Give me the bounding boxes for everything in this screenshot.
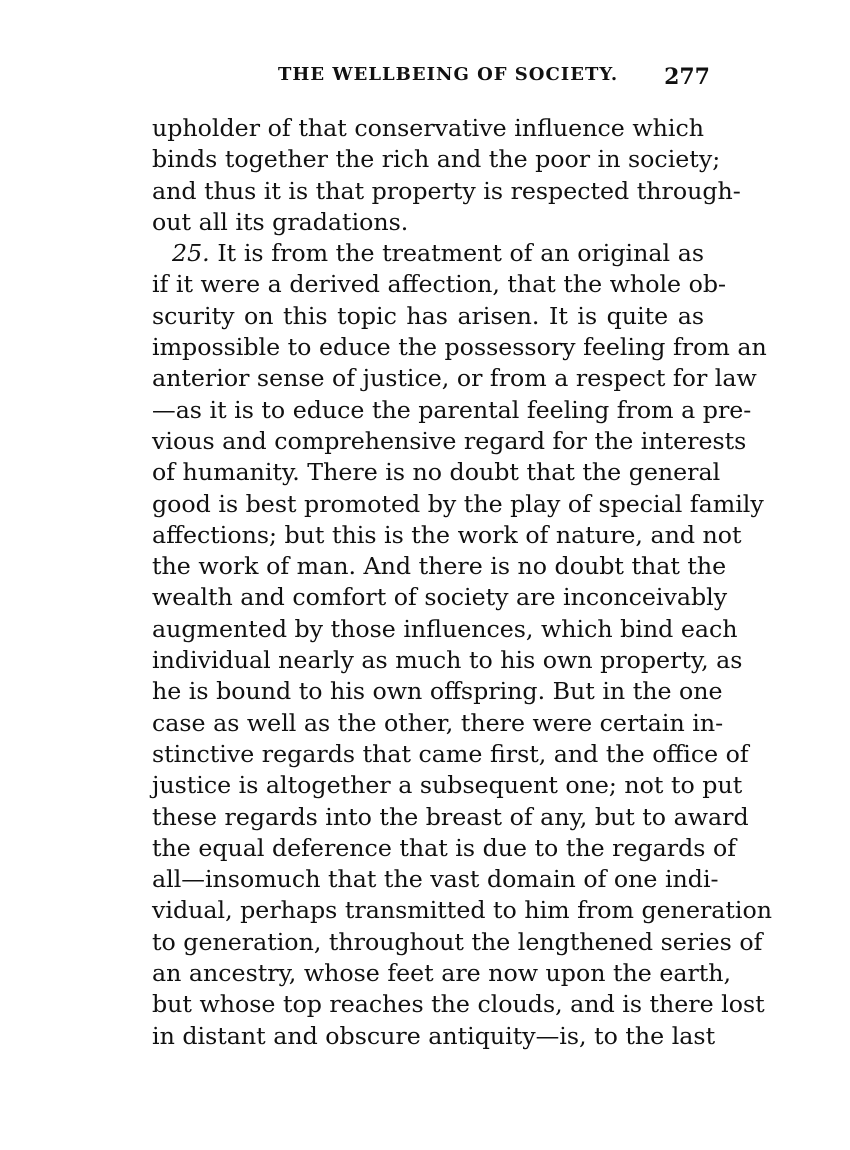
text-line: upholder of that conservative influence which [152, 114, 704, 142]
text-line: an ancestry, whose feet are now upon the earth, [152, 959, 732, 988]
text-line: vious and comprehensive regard for the interests [152, 426, 747, 455]
text-line: all—insomuch that the vast domain of one indi- [152, 865, 719, 894]
running-head [150, 64, 710, 94]
page-number: 277 [664, 64, 710, 90]
text-line: It is from the treatment of an original as [217, 239, 705, 268]
text-line: augmented by those influences, which bind each [152, 614, 738, 643]
section-number: 25. [172, 239, 210, 268]
text-line: he is bound to his own offspring. But in the one [152, 677, 723, 706]
text-line: wealth and comfort of society are inconceivably [152, 583, 728, 612]
text-line: out all its gradations. [152, 207, 409, 236]
text-line: the work of man. And there is no doubt that the [152, 552, 727, 581]
text-line: vidual, perhaps transmitted to him from generation [152, 896, 773, 925]
text-line: the equal deference that is due to the regards of [152, 833, 736, 862]
text-line: of humanity. There is no doubt that the general [152, 458, 721, 487]
text-line: stinctive regards that came first, and the office of [152, 739, 749, 768]
text-line: to generation, throughout the lengthened series of [152, 927, 763, 956]
text-line: but whose top reaches the clouds, and is there lost [152, 990, 765, 1019]
text-line: good is best promoted by the play of special family [152, 489, 764, 518]
text-line: impossible to educe the possessory feeling from an [152, 333, 767, 362]
text-line: individual nearly as much to his own property, as [152, 646, 743, 675]
text-line: justice is altogether a subsequent one; not to put [152, 771, 743, 800]
text-line: scurity on this topic has arisen. It is quite as [152, 301, 704, 330]
body-text [152, 113, 773, 1052]
text-line: if it were a derived affection, that the whole ob- [152, 270, 727, 299]
text-line: these regards into the breast of any, but to award [152, 802, 749, 831]
text-line: and thus it is that property is respected through- [152, 176, 741, 205]
text-line: affections; but this is the work of nature, and not [152, 520, 742, 549]
text-line: binds together the rich and the poor in society; [152, 145, 721, 174]
text-line: in distant and obscure antiquity—is, to the last [152, 1021, 716, 1050]
running-title: THE WELLBEING OF SOCIETY. [278, 64, 619, 85]
text-line: case as well as the other, there were certain in- [152, 708, 724, 737]
text-line: anterior sense of justice, or from a respect for law [152, 364, 757, 393]
text-line: —as it is to educe the parental feeling from a pre- [152, 395, 752, 424]
section-first-line [152, 238, 704, 269]
